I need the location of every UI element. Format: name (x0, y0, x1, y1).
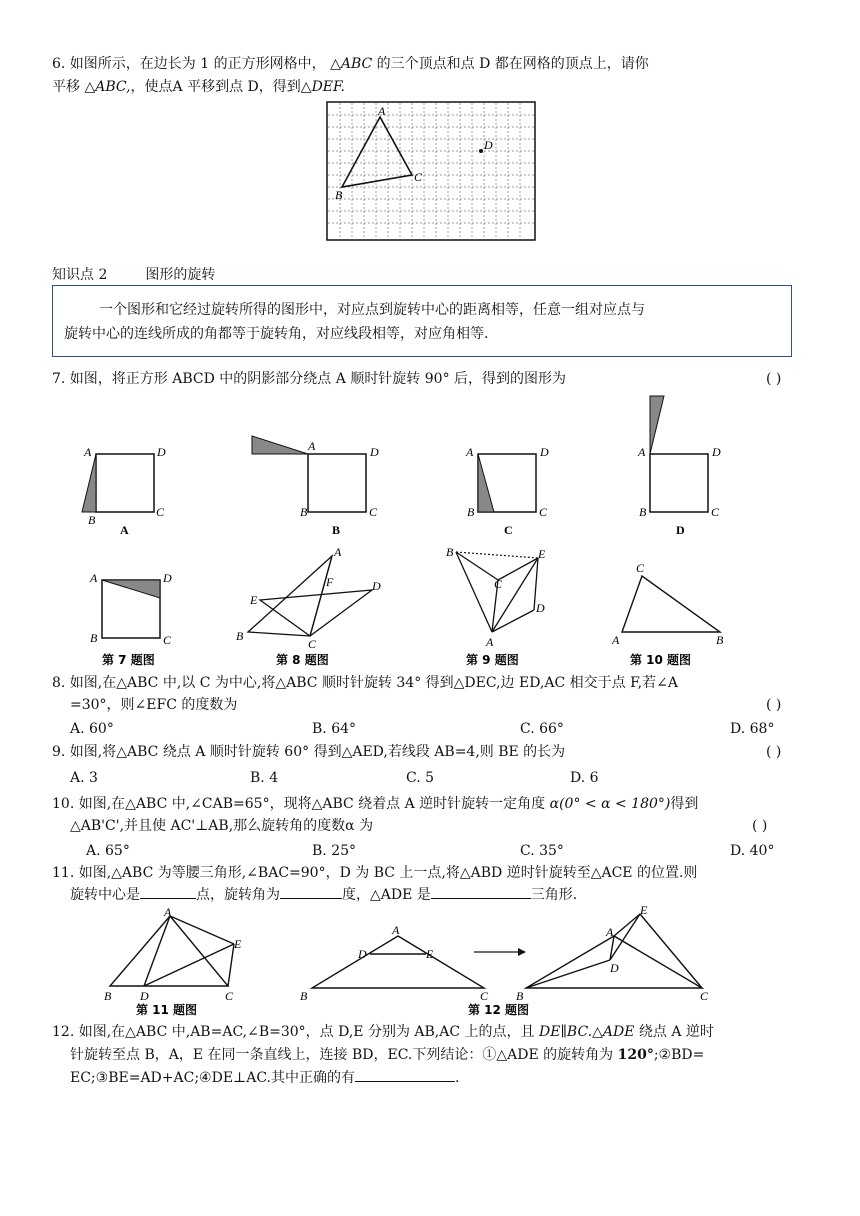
svg-text:D: D (163, 571, 172, 585)
q9-choice-d[interactable]: D. 6 (570, 770, 599, 786)
svg-text:A: A (466, 445, 474, 459)
q11-blank-triangle[interactable] (431, 884, 531, 899)
svg-text:D: D (540, 445, 549, 459)
q10-choice-c[interactable]: C. 35° (520, 843, 564, 859)
svg-text:D: D (712, 445, 721, 459)
svg-text:A: A (308, 439, 316, 453)
q6-label-d: D (484, 138, 493, 152)
svg-text:A: A (164, 906, 172, 919)
q8-choice-a[interactable]: A. 60° (70, 721, 114, 737)
svg-text:A: A (638, 445, 646, 459)
q11-line1: 11. 如图,△ABC 为等腰三角形,∠BAC=90°，D 为 BC 上一点,将△ABD 逆时针旋转至△ACE 的位置.则 (52, 865, 698, 881)
svg-text:D: D (370, 445, 379, 459)
knowledge-point-title: 图形的旋转 (145, 267, 216, 283)
svg-text:A: A (334, 546, 342, 559)
svg-text:C: C (225, 989, 234, 1003)
q8-answer-paren: ( ) (766, 697, 782, 713)
svg-text:D: D (140, 989, 149, 1003)
q7-answer-paren: ( ) (766, 371, 782, 387)
svg-text:B: B (90, 631, 98, 645)
svg-text:D: D (358, 947, 367, 961)
q8-line2: =30°，则∠EFC 的度数为 (70, 697, 238, 713)
q11-blank-angle[interactable] (280, 884, 342, 899)
svg-text:A: A (90, 571, 98, 585)
knowledge-point-label: 知识点 2 图形的旋转 (52, 267, 216, 283)
q9-choice-b[interactable]: B. 4 (250, 770, 279, 786)
q7-text: 7. 如图，将正方形 ABCD 中的阴影部分绕点 A 顺时针旋转 90° 后，得到的图形为 (52, 371, 567, 387)
q6-grid-figure (326, 101, 536, 241)
q6-label-b: B (335, 188, 343, 202)
q6-label-a: A (378, 104, 386, 118)
svg-text:B: B (88, 513, 96, 527)
svg-text:E: E (250, 593, 258, 607)
q12-line3: EC;③BE=AD+AC;④DE⊥AC.其中正确的有 . (70, 1067, 459, 1089)
figures-7-10 (80, 546, 740, 670)
q10-answer-paren: ( ) (752, 818, 768, 834)
q11-blank-center[interactable] (140, 884, 196, 899)
svg-text:C: C (700, 989, 709, 1003)
svg-text:B: B (236, 629, 244, 643)
caption-fig7: 第 7 题图 (102, 653, 155, 667)
svg-text:F: F (326, 575, 334, 589)
q8-line1: 8. 如图,在△ABC 中,以 C 为中心,将△ABC 顺时针旋转 34° 得到△DEC,边 ED,AC 相交于点 F,若∠A (52, 675, 678, 691)
svg-text:D: D (536, 601, 545, 615)
svg-text:B: B (300, 989, 308, 1003)
svg-text:C: C (480, 989, 489, 1003)
q7-option-b: B (332, 523, 341, 537)
q11-line2: 旋转中心是 点，旋转角为 度，△ADE 是 三角形. (70, 884, 577, 906)
svg-text:B: B (300, 505, 308, 519)
svg-text:D: D (610, 961, 619, 975)
q10-choice-d[interactable]: D. 40° (730, 843, 775, 859)
q7-option-a: A (120, 523, 129, 537)
caption-fig10: 第 10 题图 (630, 653, 692, 667)
svg-text:B: B (446, 546, 454, 559)
svg-text:C: C (636, 561, 645, 575)
q6-label-c: C (414, 170, 423, 184)
q7-option-c: C (504, 523, 513, 537)
svg-text:B: B (716, 633, 724, 647)
svg-text:A: A (606, 925, 614, 939)
knowledge-box-line2: 旋转中心的连线所成的角都等于旋转角，对应线段相等，对应角相等. (64, 326, 489, 342)
q8-choice-c[interactable]: C. 66° (520, 721, 564, 737)
svg-text:A: A (392, 923, 400, 937)
knowledge-box-line1: 一个图形和它经过旋转所得的图形中，对应点到旋转中心的距离相等，任意一组对应点与 (99, 302, 645, 318)
q12-blank-answer[interactable] (355, 1067, 455, 1082)
q12-line2: 针旋转至点 B，A，E 在同一条直线上，连接 BD，EC.下列结论：①△ADE 的旋转角为 120°;②BD= (70, 1047, 705, 1063)
caption-fig8: 第 8 题图 (276, 653, 329, 667)
caption-fig12: 第 12 题图 (468, 1003, 530, 1017)
svg-text:E: E (426, 947, 434, 961)
q6-line1: 6. 如图所示，在边长为 1 的正方形网格中， △ABC 的三个顶点和点 D 都在网格的顶点上，请你 (52, 56, 649, 72)
q9-answer-paren: ( ) (766, 744, 782, 760)
svg-text:C: C (163, 633, 172, 647)
svg-text:C: C (494, 577, 503, 591)
q9-choice-c[interactable]: C. 5 (406, 770, 435, 786)
q8-choice-d[interactable]: D. 68° (730, 721, 775, 737)
svg-text:B: B (104, 989, 112, 1003)
svg-text:B: B (467, 505, 475, 519)
svg-text:C: C (539, 505, 548, 519)
q7-option-d: D (676, 523, 685, 537)
caption-fig11: 第 11 题图 (136, 1003, 198, 1017)
svg-text:C: C (156, 505, 165, 519)
q7-options-figure (60, 392, 760, 542)
q12-line1: 12. 如图,在△ABC 中,AB=AC,∠B=30°，点 D,E 分别为 AB,AC 上的点，且 DE∥BC.△ADE 绕点 A 逆时 (52, 1024, 714, 1040)
caption-fig9: 第 9 题图 (466, 653, 519, 667)
svg-text:A: A (486, 635, 494, 649)
svg-text:C: C (711, 505, 720, 519)
q10-line2: △AB'C',并且使 AC'⊥AB,那么旋转角的度数α 为 (70, 818, 374, 834)
svg-text:E: E (640, 906, 648, 917)
svg-text:A: A (612, 633, 620, 647)
q10-choice-b[interactable]: B. 25° (312, 843, 357, 859)
svg-text:B: B (516, 989, 524, 1003)
q10-choice-a[interactable]: A. 65° (86, 843, 130, 859)
svg-text:D: D (372, 579, 381, 593)
svg-text:C: C (308, 637, 317, 651)
q8-choice-b[interactable]: B. 64° (312, 721, 357, 737)
svg-text:E: E (538, 547, 546, 561)
q9-text: 9. 如图,将△ABC 绕点 A 顺时针旋转 60° 得到△AED,若线段 AB=4,则 BE 的长为 (52, 744, 566, 760)
q6-line2: 平移 △ABC,，使点A 平移到点 D，得到△DEF. (52, 79, 345, 95)
svg-text:E: E (234, 937, 242, 951)
knowledge-box (52, 285, 792, 357)
svg-text:B: B (639, 505, 647, 519)
q10-line1: 10. 如图,在△ABC 中,∠CAB=65°，现将△ABC 绕着点 A 逆时针旋转一定角度 α(0° < α < 180°)得到 (52, 796, 699, 812)
svg-text:D: D (157, 445, 166, 459)
svg-text:A: A (84, 445, 92, 459)
q9-choice-a[interactable]: A. 3 (70, 770, 98, 786)
figures-11-12 (100, 906, 720, 1018)
svg-text:C: C (369, 505, 378, 519)
